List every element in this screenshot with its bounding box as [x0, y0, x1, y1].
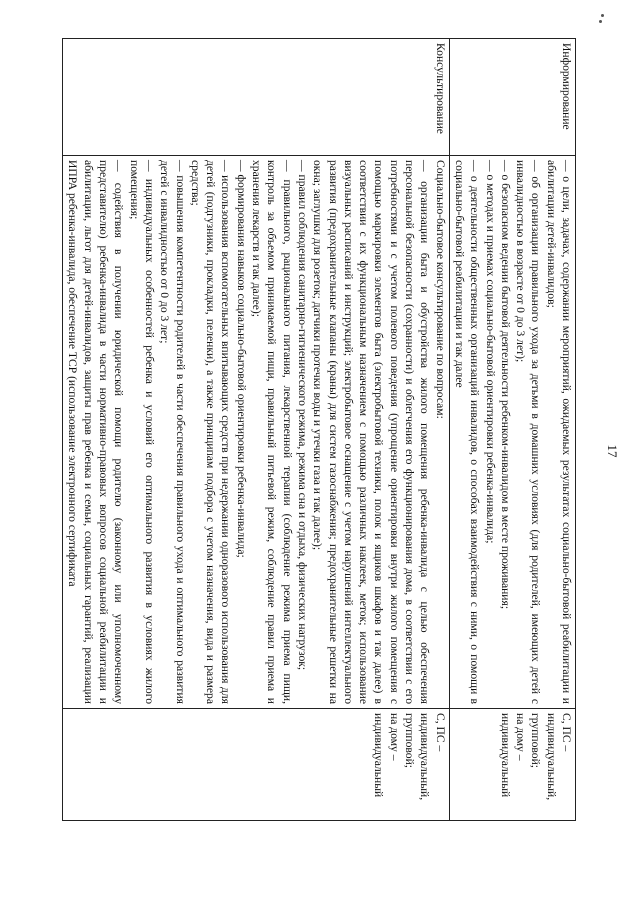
- list-item: — о деятельности общественных организаций инвалидов, о способах взаимодействия с ними, о помощи в социально-бытовой реабилитации и так далее: [452, 160, 482, 704]
- service-content-cell: [63, 156, 449, 709]
- scan-artifact: [601, 14, 604, 17]
- scan-artifact: [599, 20, 602, 23]
- list-item: — правильного, рационального питания, лекарственной терапии (соблюдение режима приема пищи, контроль за объемом принимаемой пищи, правильный питьевой режим, соблюдение правил приема и хранения лекарств и так далее);: [250, 160, 294, 704]
- service-type-cell: [449, 39, 575, 156]
- service-type-label: Информирование: [560, 43, 573, 130]
- list-item: — использования вспомогательных впитывающих средств при недержании одноразового использования для детей (подгузники, прокладки, пеленки), а также принципам подбора с учетом назначения, вида и размера средства;: [188, 160, 233, 704]
- list-item: — о безопасном ведении бытовой деятельности ребенком-инвалидом в месте проживания;: [498, 160, 512, 610]
- list-item: — организации быта и обустройства жилого помещения ребенка-инвалида с целью обеспечения персональной безопасности (сохранности) и облегчения его функционирования дома, в соответствии с его потребностями и с учетом полевого поведения (упрощение ориентировки внутри жилого помещения с помощью маркировки элементов быта (электробытовой техники, полок и ящиков шкафов и так далее) в соответствии с их функциональным назначением с помощью различных наклеек, меток; использование визуальных расписаний и инструкций; электробытовое оснащение с учетом нарушений интеллектуального развития (предохранительные клапаны (краны) для систем газоснабжения; предохранительные решетки на окна; заглушки для розеток; датчики протечки воды и утечки газа и так далее);: [311, 160, 432, 704]
- form-line: на дому –: [387, 713, 401, 761]
- form-line: С, ПС –: [433, 713, 447, 752]
- rehabilitation-services-table: [62, 38, 576, 821]
- service-form-cell: [63, 709, 449, 821]
- form-line: групповой;: [529, 713, 543, 769]
- form-line: групповой;: [403, 713, 417, 769]
- list-item: — об организации правильного ухода за детьми в домашних условиях (для родителей, имеющих детей с инвалидностью в возрасте от 0 до 3 лет);: [514, 160, 543, 704]
- form-line: индивидуальный,: [544, 713, 558, 801]
- form-line: С, ПС –: [560, 713, 573, 752]
- list-item: — о цели, задачах, содержании мероприятий, ожидаемых результатах социально-бытовой реабилитации и абилитации детей-инвалидов;: [544, 160, 573, 704]
- list-item: — о методах и приемах социально-бытовой ориентировки ребенка-инвалида;: [483, 160, 497, 544]
- service-type-label: Консультирование: [433, 43, 447, 134]
- form-line: индивидуальный: [498, 713, 512, 798]
- list-item: — формирования навыков социально-бытовой ориентировки ребенка-инвалида;: [234, 160, 248, 558]
- table-row-informing: [449, 39, 575, 821]
- table-row-consulting: [63, 39, 449, 821]
- form-line: индивидуальный,: [418, 713, 432, 801]
- form-line: индивидуальный: [372, 713, 386, 798]
- list-item: — правил соблюдения санитарно-гигиенического режима, режима сна и отдыха, физических нагрузок;: [295, 160, 309, 671]
- list-item: — содействия в получении юридической помощи родителю (законному или уполномоченному представителю) ребенка-инвалида в части нормативно-правовых вопросов социальной реабилитации и абилитации, льгот для детей-инвалидов, защиты прав ребенка и семьи, социальных гарантий, реализации ИПРА ребенка-инвалида, обеспечение ТСР (использование электронного сертификата: [66, 160, 126, 704]
- form-line: на дому –: [514, 713, 528, 761]
- service-form-cell: [449, 709, 575, 821]
- list-item: — индивидуальных особенностей ребенка и условий его оптимального развития в условиях жилого помещения;: [127, 160, 156, 704]
- service-content-cell: [449, 156, 575, 709]
- list-item: — повышения компетентности родителей в части обеспечения правильного ухода и оптимального развития детей с инвалидностью от 0 до 3 лет;: [158, 160, 187, 704]
- content-intro: Социально-бытовое консультирование по вопросам:: [433, 160, 447, 419]
- service-type-cell: [63, 39, 449, 156]
- page-number: 17: [605, 444, 620, 458]
